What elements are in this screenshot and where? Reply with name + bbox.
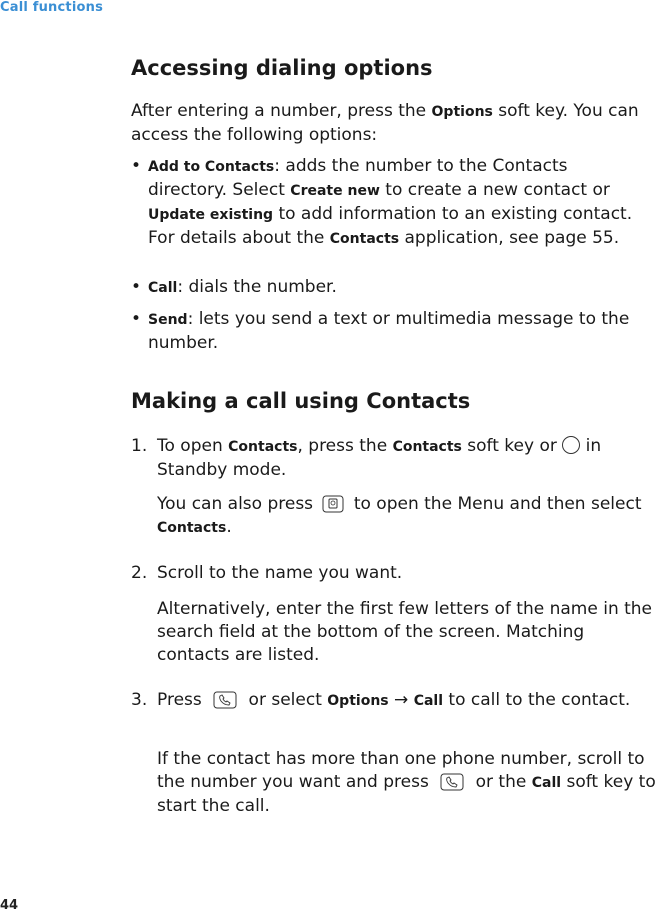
page-number: 44 — [0, 898, 19, 913]
call-key-icon — [213, 691, 237, 709]
step-3: 3. Press or select Options → Call to call to the contact. — [131, 690, 631, 710]
step-1-note: You can also press to open the Menu and then select Contacts. — [157, 494, 642, 537]
step-2-note: Alternatively, enter the first few letters of the name in the search field at the bottom of the screen. Matching contacts are listed. — [157, 599, 653, 665]
step-2: 2. Scroll to the name you want. — [131, 563, 403, 583]
step-1: 1. To open Contacts, press the Contacts soft key or in Standby mode. — [131, 436, 602, 480]
bullet-send: • Send: lets you send a text or multimedia message to the number. — [131, 309, 630, 353]
nav-key-icon — [562, 436, 580, 454]
step-3-note: If the contact has more than one phone number, scroll to the number you want and press or the Call soft key to start the call. — [157, 749, 656, 816]
intro-paragraph: After entering a number, press the Options soft key. You can access the following options: — [131, 101, 639, 145]
section-title-dialing-options: Accessing dialing options — [131, 56, 433, 80]
running-header: Call functions — [0, 0, 104, 15]
menu-key-icon — [322, 495, 344, 513]
bullet-call: • Call: dials the number. — [131, 277, 337, 297]
bullet-add-to-contacts: • Add to Contacts: adds the number to the Contacts directory. Select Create new to create a new contact or Update existing to add information to an existing contact. For details about the Contacts application, see page 55. — [131, 156, 633, 248]
call-key-icon — [440, 773, 464, 791]
section-title-call-using-contacts: Making a call using Contacts — [131, 389, 471, 413]
